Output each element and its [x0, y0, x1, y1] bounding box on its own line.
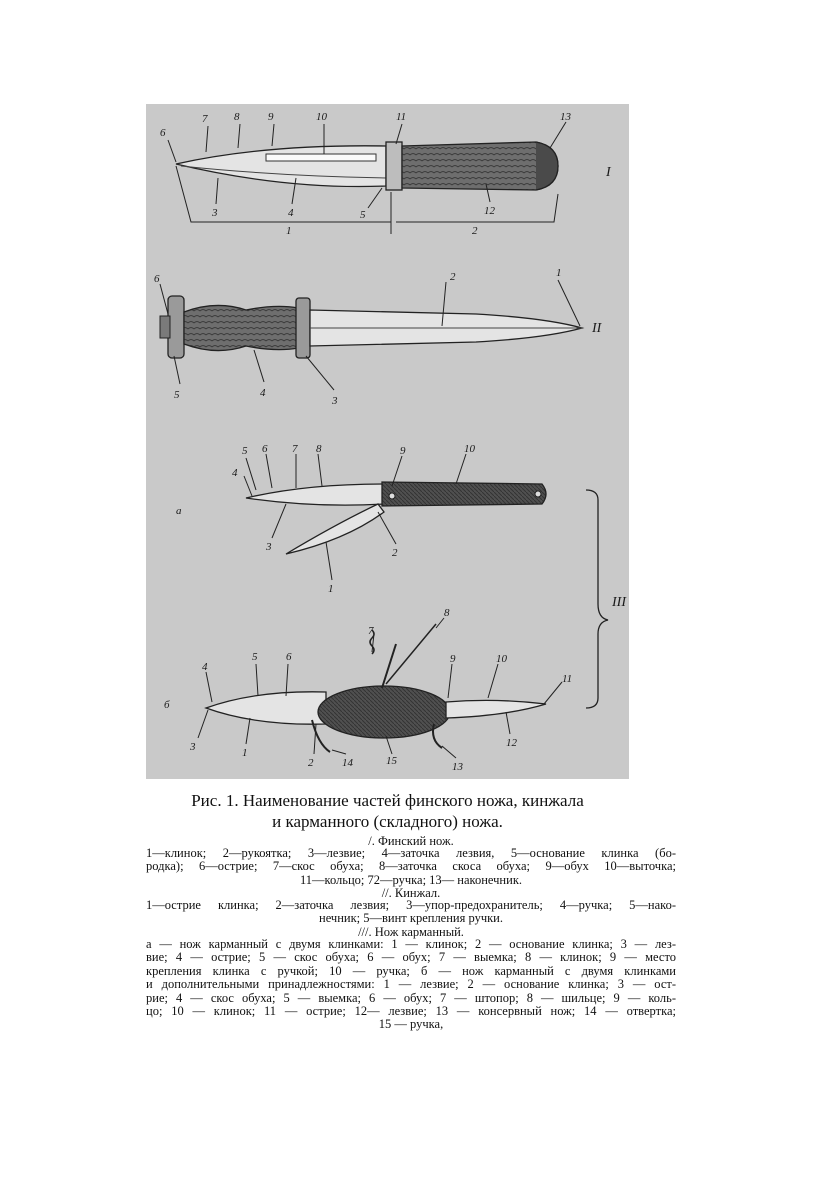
text-line: а — нож карманный с двумя клинками: 1 — клинок; 2 — основание клинка; 3 — лез-: [146, 937, 676, 951]
pocket-knife-b: [164, 607, 572, 773]
figure-drawing: [146, 104, 629, 779]
knife1-label: 7: [202, 113, 208, 125]
knife3b-label: 2: [308, 757, 314, 769]
knife3b-label: 4: [202, 661, 208, 673]
knife3a-label: 1: [328, 583, 334, 595]
dagger: [154, 267, 603, 407]
roman-label-i: I: [606, 165, 611, 180]
knife1-label: 6: [160, 127, 166, 139]
knife3a-label: 8: [316, 443, 322, 455]
text-line: и дополнительными принадлежностями: 1 — лезвие; 2 — основание клинка; 3 — ост-: [146, 977, 676, 992]
figure-caption: [146, 790, 629, 832]
knife3a-label: 2: [392, 547, 398, 559]
knife3b-label: 14: [342, 757, 353, 769]
caption-line: и карманного (складного) ножа.: [272, 812, 503, 831]
dagger-label: 5: [174, 389, 180, 401]
knife1-label: 2: [472, 225, 478, 237]
knife3a-label: a: [176, 505, 182, 517]
knife3b-label: 5: [252, 651, 258, 663]
pocket-knife-a: [176, 443, 546, 595]
section-heading-finnish-knife: /. Финский нож.: [368, 834, 454, 848]
knife3b-label: б: [164, 699, 170, 711]
knife3a-label: 10: [464, 443, 475, 455]
knife3a-label: 7: [292, 443, 298, 455]
knife1-label: 13: [560, 111, 571, 123]
knife1-label: 11: [396, 111, 407, 123]
text-line: рие; 4 — скос обуха; 5 — выемка; 6 — обух; 7 — штопор; 8 — шильце; 9 — коль-: [146, 990, 676, 1005]
text-line: крепления клинка с ручкой; 10 — ручка; б — нож карманный с двумя клинками: [146, 963, 676, 978]
knife1-label: 1: [286, 225, 292, 237]
knife3a-label: 3: [266, 541, 272, 553]
text-line: нечник; 5—винт крепления ручки.: [319, 911, 503, 926]
text-line: 1—острие клинка; 2—заточка лезвия; 3—упор-предохранитель; 4—ручка; 5—нако-: [146, 898, 676, 912]
knife3b-label: 10: [496, 653, 507, 665]
knife3b-label: 11: [562, 673, 573, 685]
knife3b-label: 1: [242, 747, 248, 759]
knife1-label: 3: [212, 207, 218, 219]
knife3b-label: 15: [386, 755, 397, 767]
knife3a-label: 4: [232, 467, 238, 479]
text-line: 15 — ручка,: [378, 1017, 444, 1032]
dagger-label: 1: [556, 267, 562, 279]
finnish-knife: [160, 111, 612, 237]
knife3a-label: 6: [262, 443, 268, 455]
knife3b-label: 3: [190, 741, 196, 753]
knife3b-label: 9: [450, 653, 456, 665]
roman-label-ii: II: [592, 321, 602, 336]
text-line: вие; 4 — острие; 5 — скос обуха; 6 — обух; 7 — выемка; 8 — клинок; 9 — место: [146, 950, 676, 965]
knife3b-label: 13: [452, 761, 463, 773]
section-heading-dagger: //. Кинжал.: [381, 886, 441, 900]
dagger-label: 6: [154, 273, 160, 285]
dagger-label: 3: [332, 395, 338, 407]
text-line: 11—кольцо; 72—ручка; 13— наконечник.: [299, 872, 523, 887]
knife3b-label: 6: [286, 651, 292, 663]
knife1-label: 9: [268, 111, 274, 123]
section-heading-pocket-knife: ///. Нож карманный.: [358, 925, 464, 939]
knife3b-label: 12: [506, 737, 517, 749]
knife-parts-figure: [146, 104, 629, 779]
section-text-pocket-knife: [146, 938, 676, 1032]
knife1-label: 4: [288, 207, 294, 219]
text-line: 1—клинок; 2—рукоятка; 3—лезвие; 4—заточка лезвия, 5—основание клинка (бо-: [146, 846, 676, 860]
knife3a-label: 5: [242, 445, 248, 457]
section-text-dagger: [146, 899, 676, 926]
dagger-label: 2: [450, 271, 456, 283]
knife1-label: 10: [316, 111, 327, 123]
knife1-label: 5: [360, 209, 366, 221]
knife3b-label: 8: [444, 607, 450, 619]
knife3b-label: 7: [368, 625, 374, 637]
text-line: родка); 6—острие; 7—скос обуха; 8—заточка скоса обуха; 9—обух 10—выточка;: [146, 859, 676, 874]
text-line: цо; 10 — клинок; 11 — острие; 12— лезвие; 13 — консервный нож; 14 — отвертка;: [146, 1004, 676, 1019]
knife3a-label: 9: [400, 445, 406, 457]
dagger-label: 4: [260, 387, 266, 399]
knife1-label: 12: [484, 205, 495, 217]
section-text-finnish-knife: [146, 847, 676, 887]
roman-label-iii: III: [612, 595, 626, 610]
caption-line: Рис. 1. Наименование частей финского ножа, кинжала: [191, 791, 584, 810]
knife1-label: 8: [234, 111, 240, 123]
